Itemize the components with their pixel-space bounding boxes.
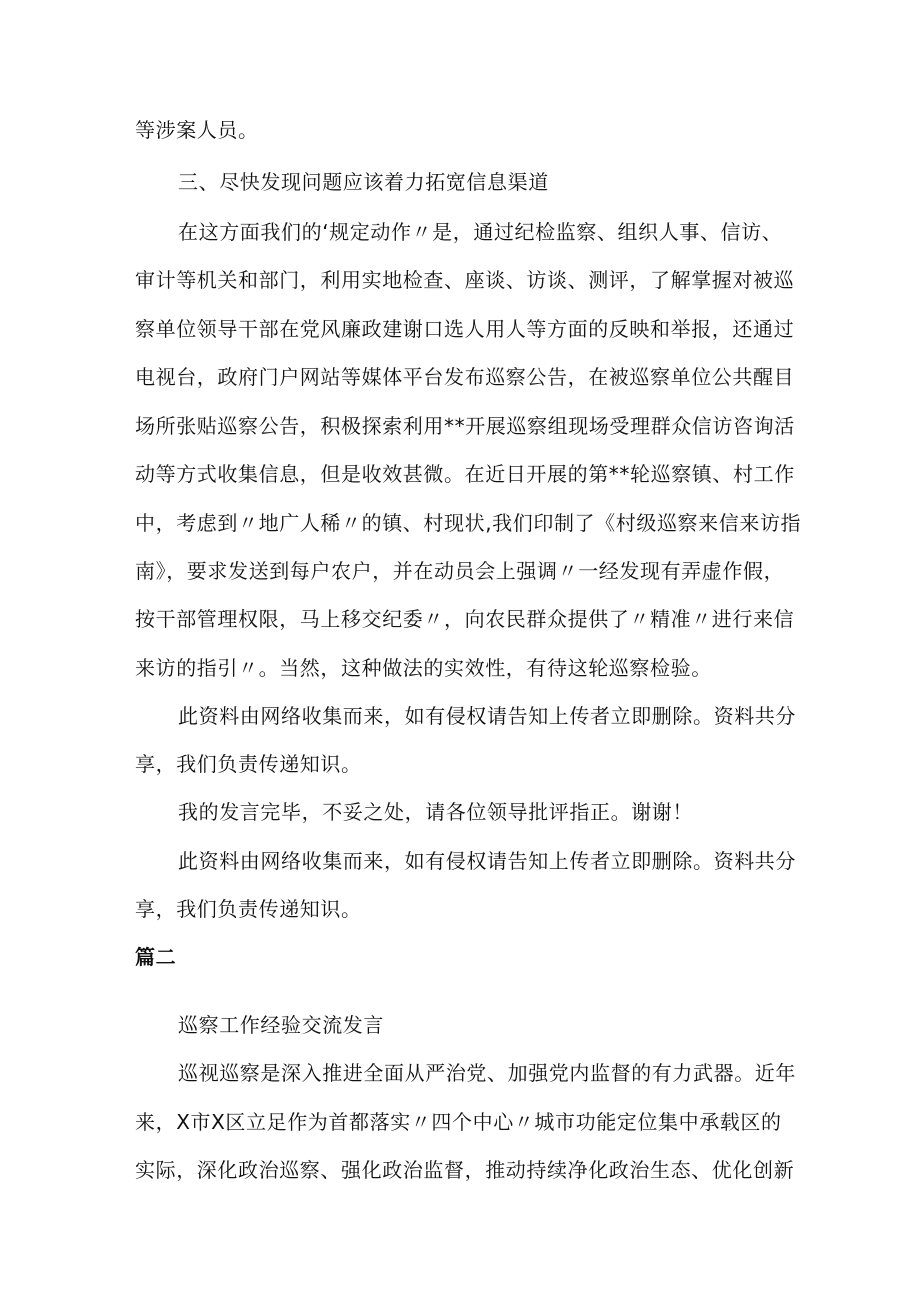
text-line: 巡视巡察是深入推进全面从严治党、加强党内监督的有力武器。近年 bbox=[178, 1061, 796, 1085]
text-line: 动等方式收集信息，但是收效甚微。在近日开展的第**轮巡察镇、村工作 bbox=[135, 462, 795, 486]
text-line: 来，X市X区立足作为首都落实〃四个中心〃城市功能定位集中承载区的 bbox=[135, 1110, 782, 1134]
text-line: 此资料由网络收集而来，如有侵权请告知上传者立即删除。资料共分 bbox=[178, 704, 796, 728]
text-line: 来访的指引〃。当然，这种做法的实效性，有待这轮巡察检验。 bbox=[135, 656, 712, 680]
text-line: 察单位领导干部在党风廉政建谢口选人用人等方面的反映和举报，还通过 bbox=[135, 317, 795, 341]
text-line: 实际，深化政治巡察、强化政治监督，推动持续净化政治生态、优化创新 bbox=[135, 1158, 795, 1182]
text-line: 场所张贴巡察公告，积极探索利用**开展巡察组现场受理群众信访咨询活 bbox=[135, 414, 795, 438]
article-title: 巡察工作经验交流发言 bbox=[178, 1013, 384, 1037]
text-line: 享，我们负责传递知识。 bbox=[135, 752, 362, 776]
text-line: 此资料由网络收集而来，如有侵权请告知上传者立即删除。资料共分 bbox=[178, 849, 796, 873]
text-line: 审计等机关和部门，利用实地检查、座谈、访谈、测评，了解掌握对被巡 bbox=[135, 268, 795, 292]
text-line: 享，我们负责传递知识。 bbox=[135, 897, 362, 921]
section-heading: 三、尽快发现问题应该着力拓宽信息渠道 bbox=[178, 170, 549, 194]
text-line: 在这方面我们的‘规定动作〃是，通过纪检监察、组织人事、信访、 bbox=[178, 220, 783, 244]
text-line: 等涉案人员。 bbox=[135, 118, 259, 142]
text-line: 南》，要求发送到每户农户，并在动员会上强调〃一经发现有弄虚作假， bbox=[135, 559, 785, 583]
text-line: 电视台，政府门户网站等媒体平台发布巡察公告，在被巡察单位公共醒目 bbox=[135, 365, 795, 389]
text-line: 中，考虑到〃地广人稀〃的镇、村现状,我们印制了《村级巡察来信来访指 bbox=[135, 511, 802, 535]
text-line: 按干部管理权限，马上移交纪委〃，向农民群众提供了〃精准〃进行来信 bbox=[135, 607, 795, 631]
part-heading: 篇二 bbox=[135, 945, 177, 969]
text-line: 我的发言完毕，不妥之处，请各位领导批评指正。谢谢！ bbox=[178, 800, 693, 824]
